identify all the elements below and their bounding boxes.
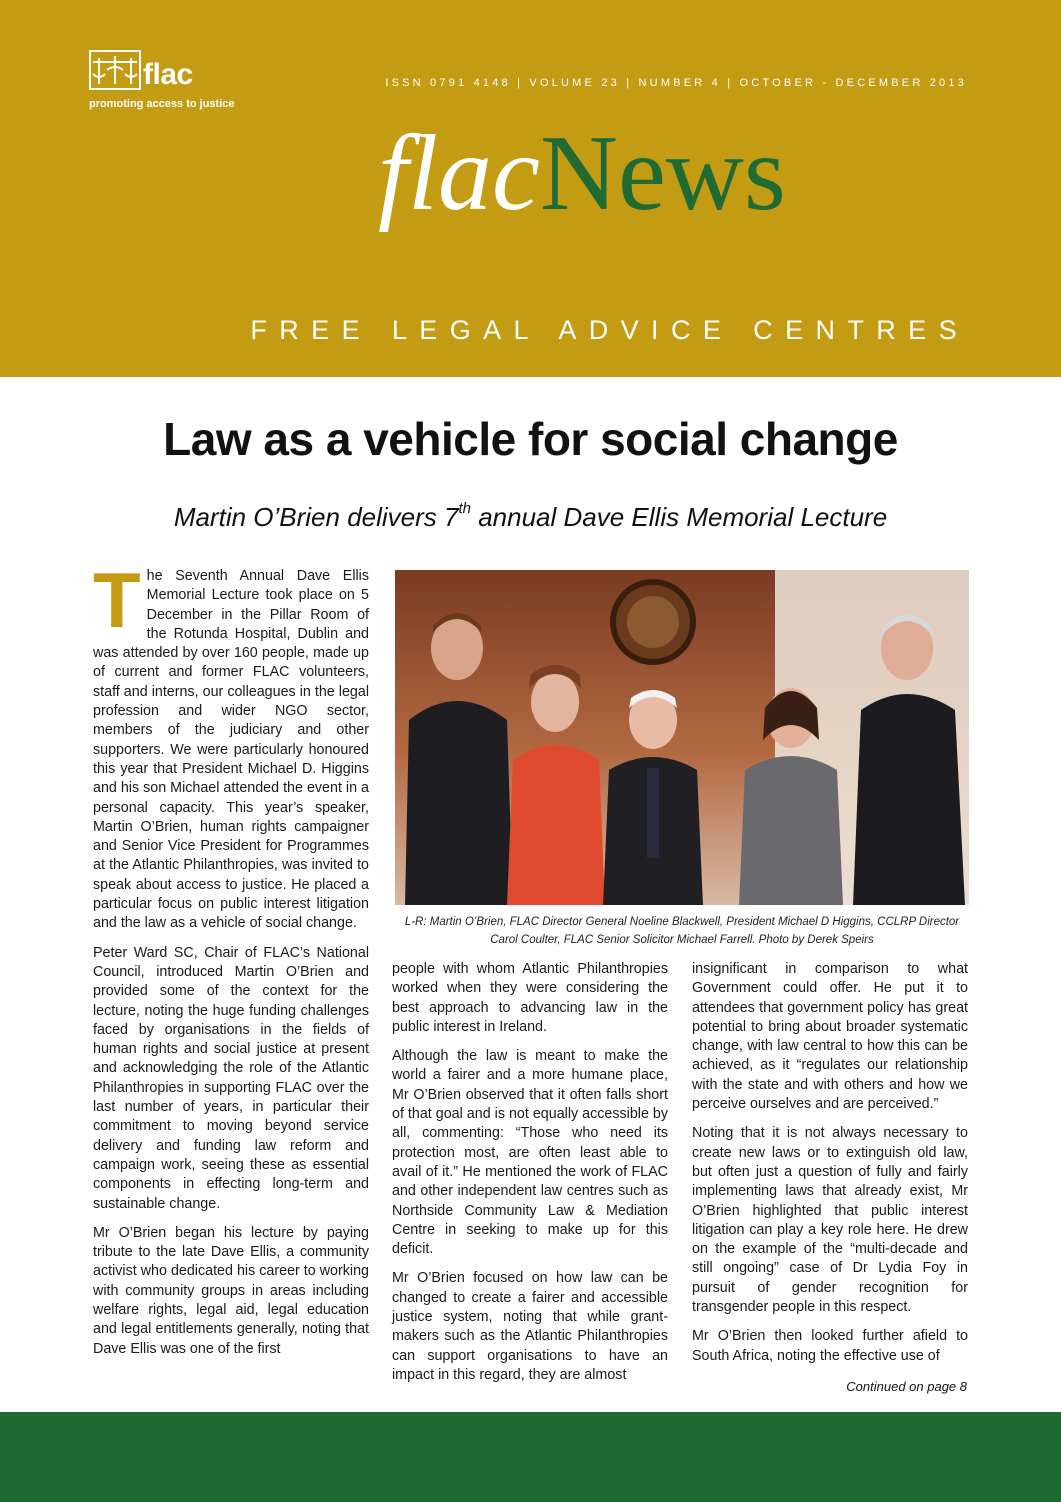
paragraph-4: people with whom Atlantic Philanthropies worked when they were considering the best approach to advancing law in the public interest in Ireland. bbox=[392, 961, 668, 1035]
flac-logo bbox=[89, 46, 235, 116]
logo-wordmark: flac bbox=[143, 58, 193, 91]
scales-of-justice-icon bbox=[89, 50, 141, 90]
footer-bar bbox=[0, 1412, 1061, 1502]
publication-title bbox=[378, 114, 998, 233]
paragraph-1-text: he Seventh Annual Dave Ellis Memorial Lecture took place on 5 December in the Pillar Room of the Rotunda Hospital, Dublin and was attended by over 160 people, made up of current and former FLAC volunteers, staff and interns, our colleagues in the legal profession and wider NGO sector, members of the judiciary and other supporters. We were particularly honoured this year that President Michael D. Higgins and his son Michael attended the event in a personal capacity. This year’s speaker, Martin O’Brien, human rights campaigner and Senior Vice President for Programmes at the Atlantic Philanthropies, was invited to speak about access to justice. He placed a particular focus on public interest litigation and the law as a vehicle of social change. bbox=[93, 568, 369, 932]
paragraph-7: insignificant in comparison to what Government could offer. He put it to attendees that government policy has great potential to bring about broader systematic change, with law central to how this can be achieved, as it “regulates our relationship with the state and with others and how we perceive ourselves and are perceived.” bbox=[692, 961, 968, 1113]
paragraph-2: Peter Ward SC, Chair of FLAC’s National Council, introduced Martin O’Brien and provided some of the context for the lecture, noting the huge funding challenges faced by organisations in the fields of human rights and social justice at present and acknowledging the role of the Atlantic Philanthropies in supporting FLAC over the last number of years, in particular their commitment to moving beyond service delivery and funding law reform and campaign work, seeing these as essential components in effecting long-term and sustainable change. bbox=[93, 944, 369, 1212]
title-news: News bbox=[539, 114, 786, 233]
paragraph-6: Mr O’Brien focused on how law can be changed to create a fairer and accessible justice system, noting that while grant-makers such as the Atlantic Philanthropies can support organisations to have an impact in this regard, they are almost bbox=[392, 1270, 668, 1383]
article-column-3 bbox=[692, 960, 968, 1376]
event-photo bbox=[395, 570, 969, 905]
paragraph-9: Mr O’Brien then looked further afield to South Africa, noting the effective use of bbox=[692, 1328, 968, 1364]
article-column-1 bbox=[93, 556, 369, 1369]
article-column-2 bbox=[392, 960, 668, 1395]
paragraph-8: Noting that it is not always necessary to create new laws or to extinguish old law, but often just a question of fully and fairly implementing laws that already exist, Mr O’Brien highlighted that public interest litigation can play a key role here. He drew on the example of the “multi-decade and still ongoing” case of Dr Lydia Foy in pursuit of gender recognition for transgender people in this respect. bbox=[692, 1125, 968, 1316]
paragraph-5: Although the law is meant to make the world a fairer and a more humane place, Mr O’Brien observed that it often falls short of that goal and is not equally accessible by all, commenting: “Those who need its protection most, are often least able to avail of it.” He mentioned the work of FLAC and other independent law centres such as Northside Community Law & Mediation Centre in seeking to make up for this deficit. bbox=[392, 1048, 668, 1258]
article-standfirst bbox=[0, 502, 1061, 533]
paragraph-3: Mr O’Brien began his lecture by paying tribute to the late Dave Ellis, a community activist who dedicated his career to working with community groups in areas including welfare rights, legal aid, legal education and legal entitlements generally, noting that Dave Ellis was one of the first bbox=[93, 1224, 369, 1357]
publication-subtitle: FREE LEGAL ADVICE CENTRES bbox=[250, 315, 969, 345]
logo-tagline: promoting access to justice bbox=[89, 98, 235, 110]
title-flac: flac bbox=[378, 114, 540, 233]
standfirst-text-a: Martin O’Brien delivers 7 bbox=[173, 502, 459, 532]
drop-cap: T bbox=[93, 556, 141, 644]
group-photo-illustration bbox=[395, 570, 969, 905]
issue-info: ISSN 0791 4148 | VOLUME 23 | NUMBER 4 | OCTOBER - DECEMBER 2013 bbox=[385, 77, 967, 89]
standfirst-text-b: annual Dave Ellis Memorial Lecture bbox=[470, 502, 888, 532]
continued-link[interactable]: Continued on page 8 bbox=[846, 1379, 967, 1394]
article-headline: Law as a vehicle for social change bbox=[163, 413, 898, 465]
photo-caption: L-R: Martin O’Brien, FLAC Director General Noeline Blackwell, President Michael D Higgins, CCLRP Director Carol Coulter, FLAC Senior Solicitor Michael Farrell. Photo by Derek Speirs bbox=[404, 916, 960, 946]
standfirst-ordinal: th bbox=[458, 500, 471, 518]
masthead bbox=[0, 0, 1061, 377]
paragraph-intro bbox=[93, 556, 369, 934]
